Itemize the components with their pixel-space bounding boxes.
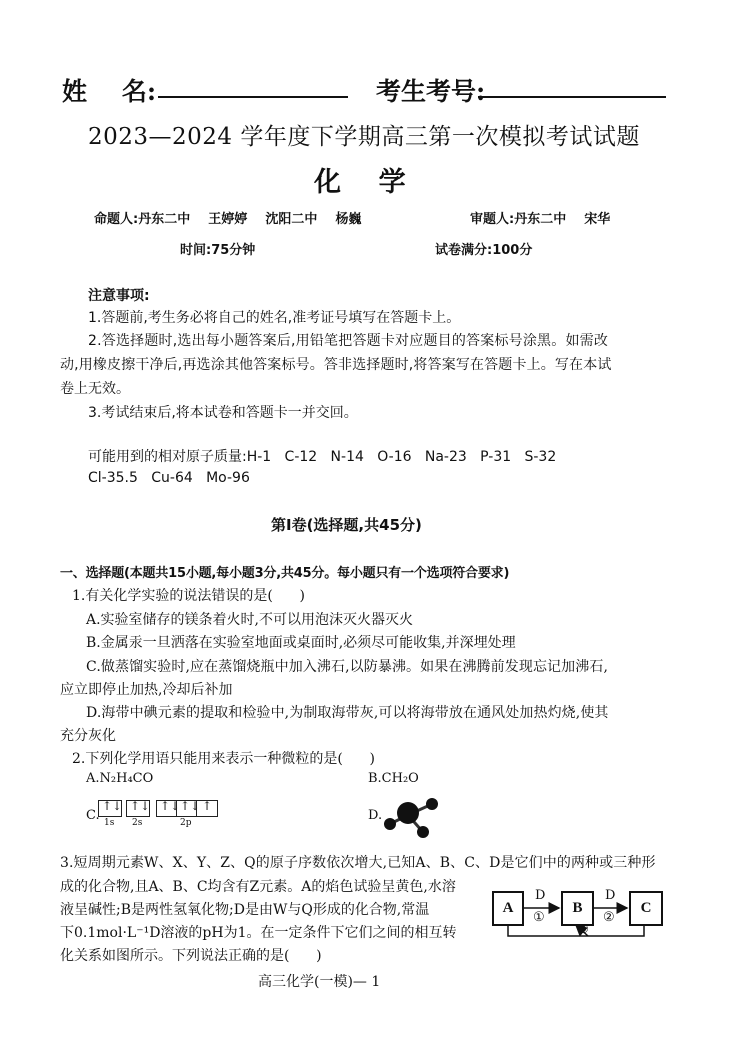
notice-item-3: 3.考试结束后,将本试卷和答题卡一并交回。	[88, 405, 358, 421]
subject-title: 化 学	[314, 167, 406, 198]
arrow3-step-number: ③	[578, 922, 589, 936]
q3-line4: 下0.1mol·L⁻¹D溶液的pH为1。在一定条件下它们之间的相互转	[60, 925, 457, 941]
q1-option-d-line1: D.海带中碘元素的提取和检验中,为制取海带灰,可以将海带放在通风处加热灼烧,使其	[86, 705, 609, 721]
orbital-2p-box-2: ↑↓	[176, 800, 197, 817]
proposers: 命题人:丹东二中 王婷婷 沈阳二中 杨巍	[94, 212, 362, 227]
name-label: 姓 名:	[62, 77, 157, 106]
exam-time: 时间:75分钟	[180, 243, 256, 258]
orbital-label-1s: 1s	[104, 818, 115, 828]
q2-option-b: B.CH₂O	[368, 771, 419, 786]
q2-option-d-label: D.	[368, 808, 383, 823]
q3-line3: 液呈碱性;B是两性氢氧化物;D是由W与Q形成的化合物,常温	[60, 902, 430, 918]
q2-option-c-label: C.	[86, 808, 100, 823]
diagram-box-c: C	[629, 891, 663, 926]
orbital-2s-box: ↑↓	[126, 800, 150, 817]
notice-item-1: 1.答题前,考生务必将自己的姓名,准考证号填写在答题卡上。	[88, 310, 461, 326]
arrow1-reagent-label: D	[535, 888, 546, 903]
q3-line1: 3.短周期元素W、X、Y、Z、Q的原子序数依次增大,已知A、B、C、D是它们中的两种或三种形	[60, 855, 656, 871]
diagram-box-b: B	[561, 891, 594, 926]
full-score: 试卷满分:100分	[435, 243, 533, 258]
q1-stem: 1.有关化学实验的说法错误的是( )	[72, 588, 305, 604]
section1-heading: 一、选择题(本题共15小题,每小题3分,共45分。每小题只有一个选项符合要求)	[60, 566, 510, 581]
arrow2-step-number: ②	[603, 910, 615, 925]
q3-line5: 化关系如图所示。下列说法正确的是( )	[60, 948, 322, 964]
q1-option-a: A.实验室储存的镁条着火时,不可以用泡沫灭火器灭火	[86, 612, 414, 628]
q3-line2: 成的化合物,且A、B、C均含有Z元素。A的焰色试验呈黄色,水溶	[60, 879, 456, 895]
molecule-model	[378, 793, 444, 839]
page-footer: 高三化学(一模)— 1	[258, 974, 381, 990]
molecule-central-atom	[397, 802, 419, 824]
q1-option-b: B.金属汞一旦洒落在实验室地面或桌面时,必须尽可能收集,并深埋处理	[86, 635, 516, 651]
arrow1-step-number: ①	[533, 910, 545, 925]
molecule-side-atom	[384, 818, 396, 830]
orbital-label-2p: 2p	[180, 818, 192, 828]
orbital-diagram	[98, 800, 228, 830]
q1-option-c-line2: 应立即停止加热,冷却后补加	[60, 682, 233, 698]
orbital-label-2s: 2s	[132, 818, 143, 828]
notice-heading: 注意事项:	[88, 288, 150, 304]
atomic-masses-line2: Cl-35.5 Cu-64 Mo-96	[88, 470, 250, 486]
orbital-2p-box-3: ↑	[196, 800, 218, 817]
notice-item-2-line1: 2.答选择题时,选出每小题答案后,用铅笔把答题卡对应题目的答案标号涂黑。如需改	[88, 333, 609, 349]
atomic-masses-line1: 可能用到的相对原子质量:H-1 C-12 N-14 O-16 Na-23 P-31 S-32	[88, 449, 557, 465]
molecule-side-atom	[417, 826, 429, 838]
reviewers: 审题人:丹东二中 宋华	[470, 212, 611, 227]
q3-conversion-diagram	[490, 880, 665, 942]
notice-item-2-line3: 卷上无效。	[60, 381, 130, 397]
arrow2-reagent-label: D	[605, 888, 616, 903]
exam-number-underline[interactable]	[478, 96, 666, 98]
part1-title: 第Ⅰ卷(选择题,共45分)	[271, 516, 422, 534]
orbital-1s-box: ↑↓	[98, 800, 122, 817]
q2-option-a: A.N₂H₄CO	[86, 771, 154, 786]
q1-option-d-line2: 充分灰化	[60, 728, 116, 744]
diagram-box-a: A	[492, 891, 524, 926]
molecule-side-atom	[426, 798, 438, 810]
q2-stem: 2.下列化学用语只能用来表示一种微粒的是( )	[72, 751, 375, 767]
q1-option-c-line1: C.做蒸馏实验时,应在蒸馏烧瓶中加入沸石,以防暴沸。如果在沸腾前发现忘记加沸石,	[86, 659, 609, 675]
name-underline[interactable]	[158, 96, 348, 98]
orbital-2p-box-1: ↑↓	[156, 800, 177, 817]
exam-title: 2023—2024 学年度下学期高三第一次模拟考试试题	[88, 124, 640, 150]
notice-item-2-line2: 动,用橡皮擦干净后,再选涂其他答案标号。答非选择题时,将答案写在答题卡上。写在本试	[60, 357, 612, 373]
exam-number-label: 考生考号:	[376, 77, 486, 106]
